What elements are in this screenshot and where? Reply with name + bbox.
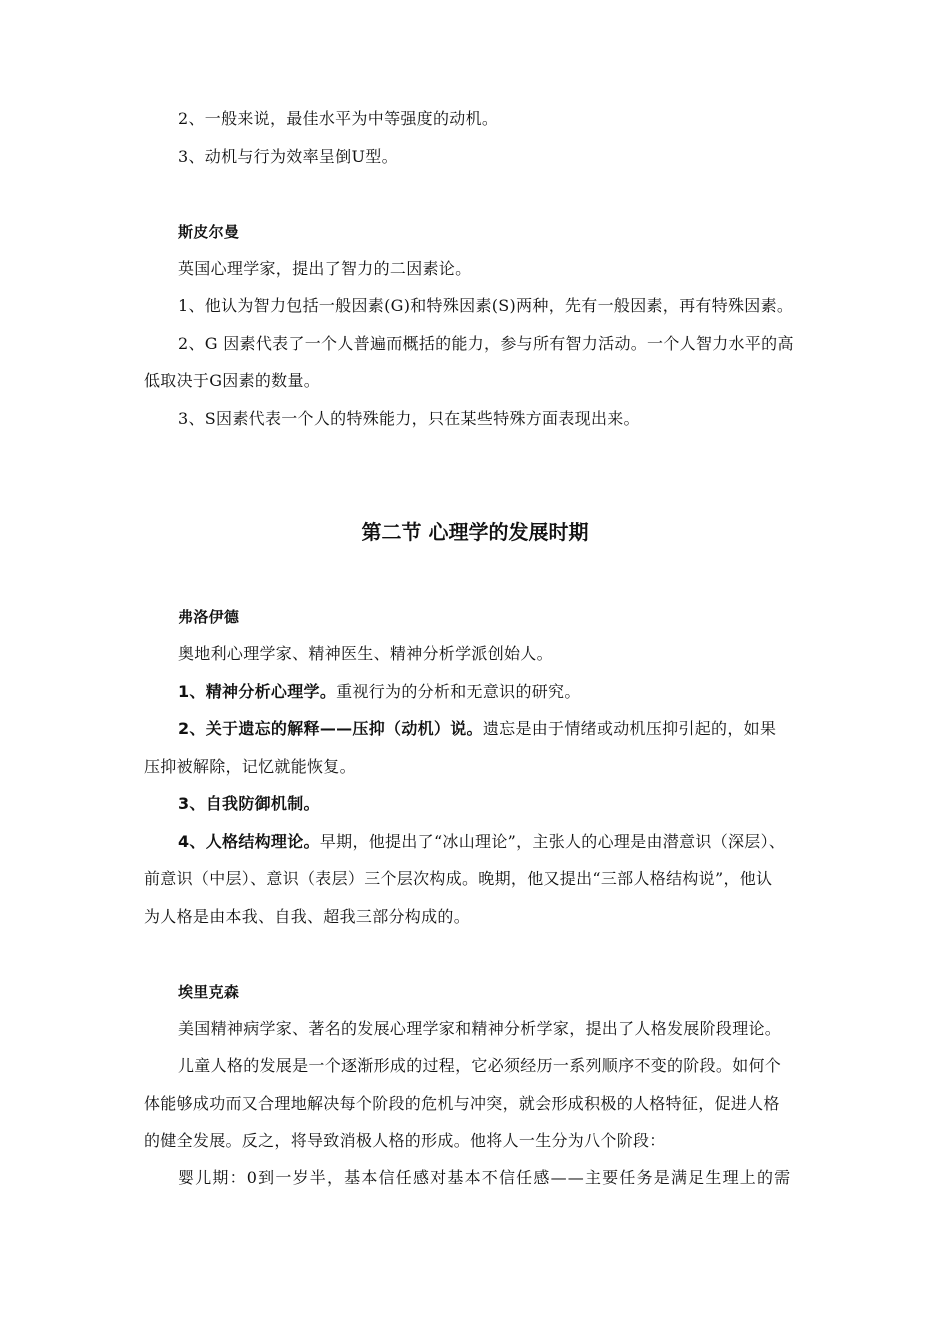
paragraph-line: 2、G 因素代表了一个人普遍而概括的能力，参与所有智力活动。一个人智力水平的高 [178,334,794,353]
paragraph-line: 1、他认为智力包括一般因素(G)和特殊因素(S)两种，先有一般因素，再有特殊因素。 [178,296,794,315]
person-heading-freud: 弗洛伊德 [178,608,240,626]
paragraph-line: 的健全发展。反之，将导致消极人格的形成。他将人一生分为八个阶段： [144,1131,666,1150]
paragraph-line: 前意识（中层）、意识（表层）三个层次构成。晚期，他又提出“三部人格结构说”，他认 [144,869,773,888]
person-heading-spearman: 斯皮尔曼 [178,223,240,241]
section-title: 第二节 心理学的发展时期 [361,520,589,544]
bold-lead: 3、自我防御机制。 [178,794,320,813]
paragraph-line: 美国精神病学家、著名的发展心理学家和精神分析学家，提出了人格发展阶段理论。 [178,1019,782,1038]
paragraph-line [178,793,320,815]
paragraph-line: 为人格是由本我、自我、超我三部分构成的。 [144,907,471,926]
paragraph-line: 低取决于G因素的数量。 [144,371,321,390]
paragraph-line: 奥地利心理学家、精神医生、精神分析学派创始人。 [178,644,553,663]
paragraph-line [178,681,581,703]
text-run: 早期，他提出了“冰山理论”，主张人的心理是由潜意识（深层）、 [319,832,786,851]
paragraph-line: 儿童人格的发展是一个逐渐形成的过程，它必须经历一系列顺序不变的阶段。如何个 [178,1056,782,1075]
text-run: 重视行为的分析和无意识的研究。 [336,682,581,701]
paragraph-line: 英国心理学家，提出了智力的二因素论。 [178,259,472,278]
bold-lead: 1、精神分析心理学。 [178,682,337,701]
bold-lead: 4、人格结构理论。 [178,832,320,851]
person-heading-erikson: 埃里克森 [178,983,240,1001]
paragraph-line: 2、一般来说，最佳水平为中等强度的动机。 [178,109,499,128]
bold-lead: 2、关于遗忘的解释——压抑（动机）说。 [178,719,483,738]
paragraph-line [178,718,776,740]
paragraph-line: 3、动机与行为效率呈倒U型。 [178,147,398,166]
text-run: 遗忘是由于情绪或动机压抑引起的，如果 [482,719,777,738]
paragraph-line: 体能够成功而又合理地解决每个阶段的危机与冲突，就会形成积极的人格特征，促进人格 [144,1094,780,1113]
paragraph-line: 压抑被解除，记忆就能恢复。 [144,757,356,776]
paragraph-line [178,831,785,853]
paragraph-line: 3、S因素代表一个人的特殊能力，只在某些特殊方面表现出来。 [178,409,640,428]
paragraph-line: 婴儿期：0到一岁半，基本信任感对基本不信任感——主要任务是满足生理上的需 [178,1168,792,1187]
